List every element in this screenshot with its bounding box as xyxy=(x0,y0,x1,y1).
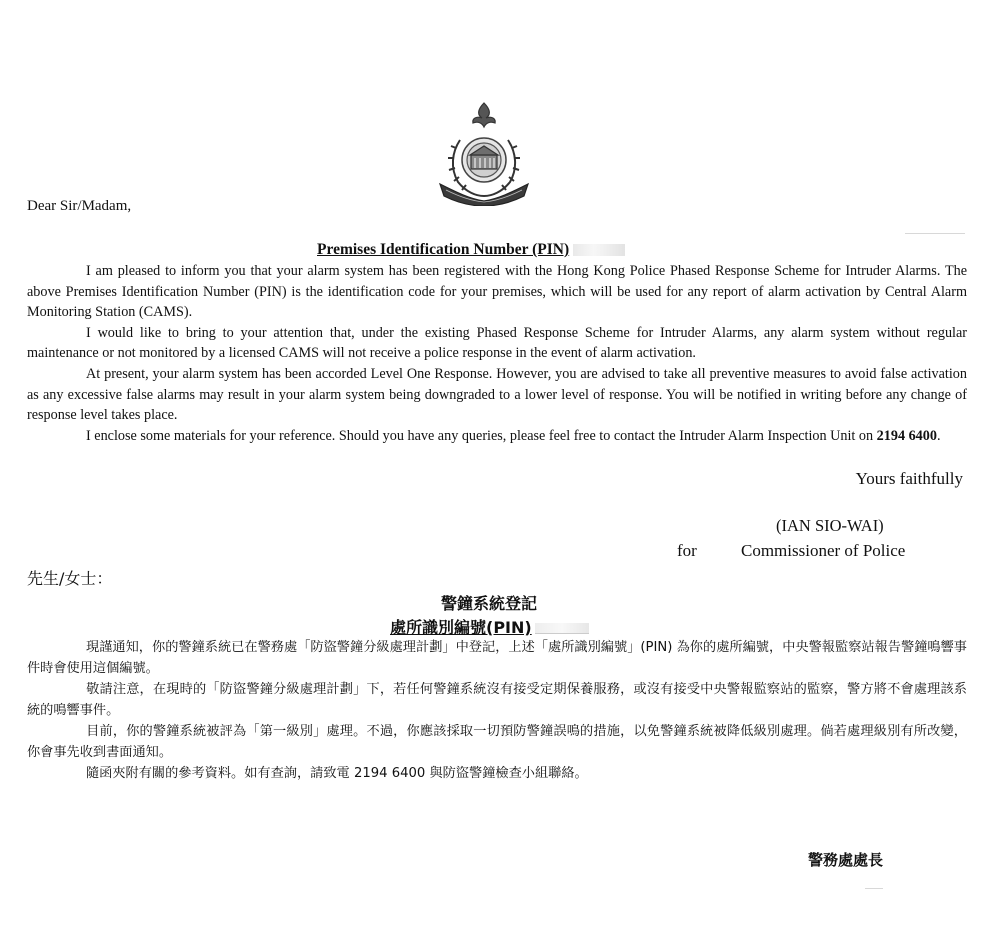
paragraph-zh-4-text: 隨函夾附有關的參考資料。如有查詢，請致電 2194 6400 與防盜警鐘檢查小組聯絡。 xyxy=(86,766,588,781)
body-zh xyxy=(27,637,967,784)
pin-title-text: Premises Identification Number (PIN) xyxy=(317,241,570,258)
paragraph-zh-1-text: 現謹通知，你的警鐘系統已在警務處「防盜警鐘分級處理計劃」中登記，上述「處所識別編號」(PIN) 為你的處所編號，中央警報監察站報告警鐘鳴響事件時會使用這個編號。 xyxy=(27,640,967,676)
signer-name: (IAN SIO-WAI) xyxy=(776,516,884,535)
paragraph-zh-1 xyxy=(27,637,967,679)
pin-title-text-zh: 處所識別編號(PIN) xyxy=(390,618,532,637)
paragraph-en-4-text: I enclose some materials for your reference. Should you have any queries, please feel free to contact the Intruder Alarm Inspection Unit on xyxy=(86,427,877,444)
closing-en: Yours faithfully xyxy=(855,469,963,488)
paragraph-en-2-text: I would like to bring to your attention that, under the existing Phased Response Scheme for Intruder Alarms, any alarm system without regular maintenance or not monitored by a licensed CAMS will not receive a police response in the event of alarm activation. xyxy=(27,324,967,362)
letter-title-en xyxy=(317,241,625,259)
paragraph-en-2 xyxy=(27,323,967,364)
scan-artifact-line xyxy=(865,888,883,889)
paragraph-en-3 xyxy=(27,364,967,426)
commissioner-title-en: Commissioner of Police xyxy=(741,541,906,560)
paragraph-zh-2-text: 敬請注意，在現時的「防盜警鐘分級處理計劃」下，若任何警鐘系統沒有接受定期保養服務，或沒有接受中央警報監察站的監察，警方將不會處理該系統的鳴響事件。 xyxy=(27,682,967,718)
paragraph-en-1 xyxy=(27,261,967,323)
body-en xyxy=(27,261,967,446)
letter-title-zh-1: 警鐘系統登記 xyxy=(441,594,538,613)
paragraph-zh-2 xyxy=(27,679,967,721)
paragraph-zh-4 xyxy=(27,763,967,784)
salutation-zh: 先生/女士： xyxy=(27,569,113,588)
salutation-en: Dear Sir/Madam, xyxy=(27,198,132,214)
paragraph-zh-3-text: 目前，你的警鐘系統被評為「第一級別」處理。不過，你應該採取一切預防警鐘誤鳴的措施，以免警鐘系統被降低級別處理。倘若處理級別有所改變，你會事先收到書面通知。 xyxy=(27,724,967,760)
police-crest-logo xyxy=(432,100,536,206)
letter-title-zh-2 xyxy=(390,615,589,638)
signature-title-zh: 警務處處長 xyxy=(808,851,884,869)
scan-artifact-line xyxy=(905,233,965,234)
phone-number: 2194 6400 xyxy=(876,427,937,444)
paragraph-en-3-text: At present, your alarm system has been accorded Level One Response. However, you are advised to take all preventive measures to avoid false activation as any excessive false alarms may result in your alarm system being downgraded to a lower level of response. You will be notified in writing before any change of response level takes place. xyxy=(27,365,967,424)
redacted-pin-zh xyxy=(535,623,589,634)
redacted-pin xyxy=(573,244,625,256)
for-label: for xyxy=(677,541,697,560)
paragraph-en-4 xyxy=(27,426,967,447)
paragraph-en-4-end: . xyxy=(936,427,941,444)
paragraph-zh-3 xyxy=(27,721,967,763)
paragraph-en-1-text: I am pleased to inform you that your alarm system has been registered with the Hong Kong Police Phased Response Scheme for Intruder Alarms. The above Premises Identification Number (PIN) is the identification code for your premises, which will be used for any report of alarm activation by Central Alarm Monitoring Station (CAMS). xyxy=(27,263,967,321)
